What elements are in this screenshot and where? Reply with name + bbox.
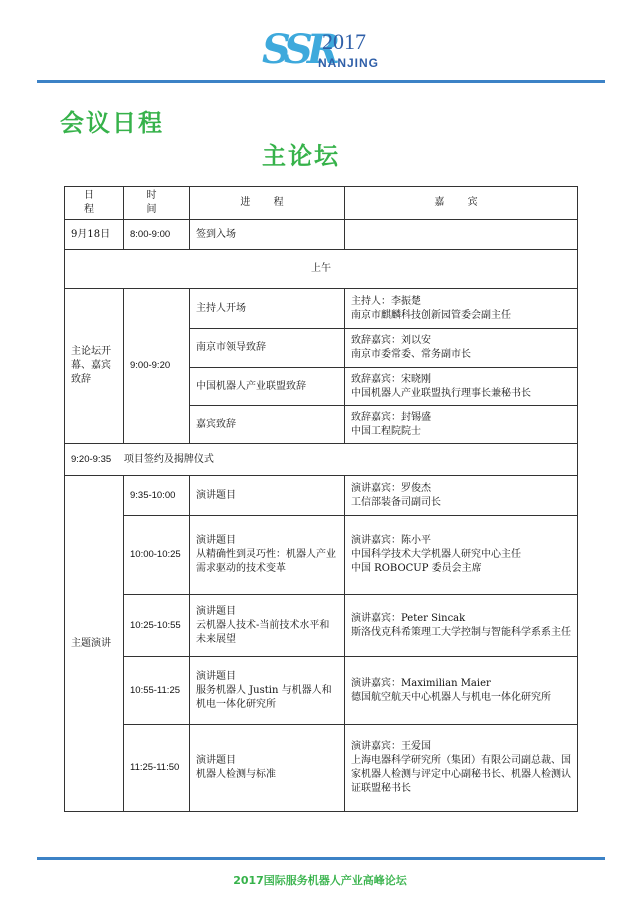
guest-name: 致辞嘉宾：封锡盛 (351, 411, 431, 423)
topic-title: 服务机器人 Justin 与机器人和机电一体化研究所 (196, 684, 332, 710)
table-row (65, 220, 578, 250)
guest-title: 工信部装备司副司长 (351, 496, 441, 508)
logo-mark: SSR (262, 26, 335, 73)
signin-time: 8:00-9:00 (124, 220, 190, 250)
keynote-guest (345, 516, 578, 595)
guest-title: 上海电器科学研究所（集团）有限公司副总裁、国家机器人检测与评定中心副秘书长、机器人检测认证联盟秘书长 (351, 755, 571, 794)
opening-guest (345, 329, 578, 368)
keynote-guest (345, 725, 578, 812)
opening-time: 9:00-9:20 (124, 289, 190, 444)
guest-title: 南京市麒麟科技创新园管委会副主任 (351, 309, 511, 321)
keynote-session: 主题演讲 (65, 476, 124, 812)
keynote-time: 10:25-10:55 (124, 595, 190, 657)
header-divider (37, 80, 605, 83)
logo-city: NANJING (318, 56, 380, 70)
section-title: 主论坛 (262, 142, 340, 170)
table-row (65, 657, 578, 725)
keynote-topic (190, 516, 345, 595)
topic-label: 演讲题目 (196, 755, 236, 766)
header-guests: 嘉 宾 (345, 187, 578, 220)
guest-title-2: 中国 ROBOCUP 委员会主席 (351, 563, 482, 574)
opening-item: 中国机器人产业联盟致辞 (190, 368, 345, 406)
opening-guest (345, 368, 578, 406)
signing-item: 项目签约及揭牌仪式 (123, 453, 214, 465)
keynote-topic (190, 657, 345, 725)
opening-item: 主持人开场 (190, 289, 345, 329)
keynote-guest (345, 595, 578, 657)
guest-name: 致辞嘉宾：刘以安 (351, 335, 431, 346)
header-process: 进 程 (190, 187, 345, 220)
topic-label: 演讲题目 (196, 535, 236, 546)
guest-name: 主持人：李振楚 (351, 295, 421, 307)
guest-name: 演讲嘉宾：Peter Sincak (351, 612, 466, 624)
schedule-table (64, 186, 578, 812)
morning-label: 上午 (65, 250, 578, 289)
table-header-row (65, 187, 578, 220)
signing-row (65, 444, 578, 476)
table-row (65, 250, 578, 289)
table-row (65, 516, 578, 595)
topic-title: 从精确性到灵巧性：机器人产业需求驱动的技术变革 (196, 549, 336, 574)
logo-year: 2017 (322, 29, 366, 54)
keynote-time: 10:00-10:25 (124, 516, 190, 595)
table-row (65, 725, 578, 812)
signin-item: 签到入场 (190, 220, 345, 250)
guest-name: 致辞嘉宾：宋晓刚 (351, 373, 431, 385)
keynote-topic (190, 595, 345, 657)
table-row (65, 595, 578, 657)
guest-title: 德国航空航天中心机器人与机电一体化研究所 (351, 691, 551, 703)
guest-title: 中国工程院院士 (351, 425, 421, 437)
signin-date: 9月18日 (65, 220, 124, 250)
guest-title: 中国科学技术大学机器人研究中心主任 (351, 549, 521, 560)
guest-name: 演讲嘉宾：罗俊杰 (351, 482, 431, 494)
opening-session: 主论坛开幕、嘉宾致辞 (65, 289, 124, 444)
opening-item: 嘉宾致辞 (190, 406, 345, 444)
keynote-guest (345, 476, 578, 516)
topic-label: 演讲题目 (196, 670, 236, 682)
guest-title: 中国机器人产业联盟执行理事长兼秘书长 (351, 387, 531, 399)
topic-title: 云机器人技术-当前技术水平和未来展望 (196, 619, 330, 645)
topic-label: 演讲题目 (196, 489, 236, 501)
header-time: 时 间 (124, 187, 190, 220)
opening-guest (345, 289, 578, 329)
guest-name: 演讲嘉宾：陈小平 (351, 535, 431, 546)
table-row (65, 444, 578, 476)
table-row (65, 289, 578, 329)
signin-guest (345, 220, 578, 250)
keynote-guest (345, 657, 578, 725)
footer-divider (37, 857, 605, 860)
keynote-time: 10:55-11:25 (124, 657, 190, 725)
keynote-time: 11:25-11:50 (124, 725, 190, 812)
keynote-time: 9:35-10:00 (124, 476, 190, 516)
topic-title: 机器人检测与标准 (196, 769, 276, 780)
signing-time: 9:20-9:35 (71, 453, 112, 465)
guest-title: 南京市委常委、常务副市长 (351, 349, 471, 360)
opening-item: 南京市领导致辞 (190, 329, 345, 368)
keynote-topic (190, 725, 345, 812)
guest-name: 演讲嘉宾：王爱国 (351, 741, 431, 752)
guest-name: 演讲嘉宾：Maximilian Maier (351, 677, 491, 689)
topic-label: 演讲题目 (196, 605, 236, 617)
page-title: 会议日程 (60, 109, 164, 137)
opening-guest (345, 406, 578, 444)
table-row (65, 476, 578, 516)
guest-title: 斯洛伐克科希策理工大学控制与智能科学系系主任 (351, 626, 571, 638)
conference-logo (262, 26, 382, 78)
footer-text: 2017国际服务机器人产业高峰论坛 (233, 874, 407, 887)
header-date: 日 程 (65, 187, 124, 220)
keynote-topic (190, 476, 345, 516)
